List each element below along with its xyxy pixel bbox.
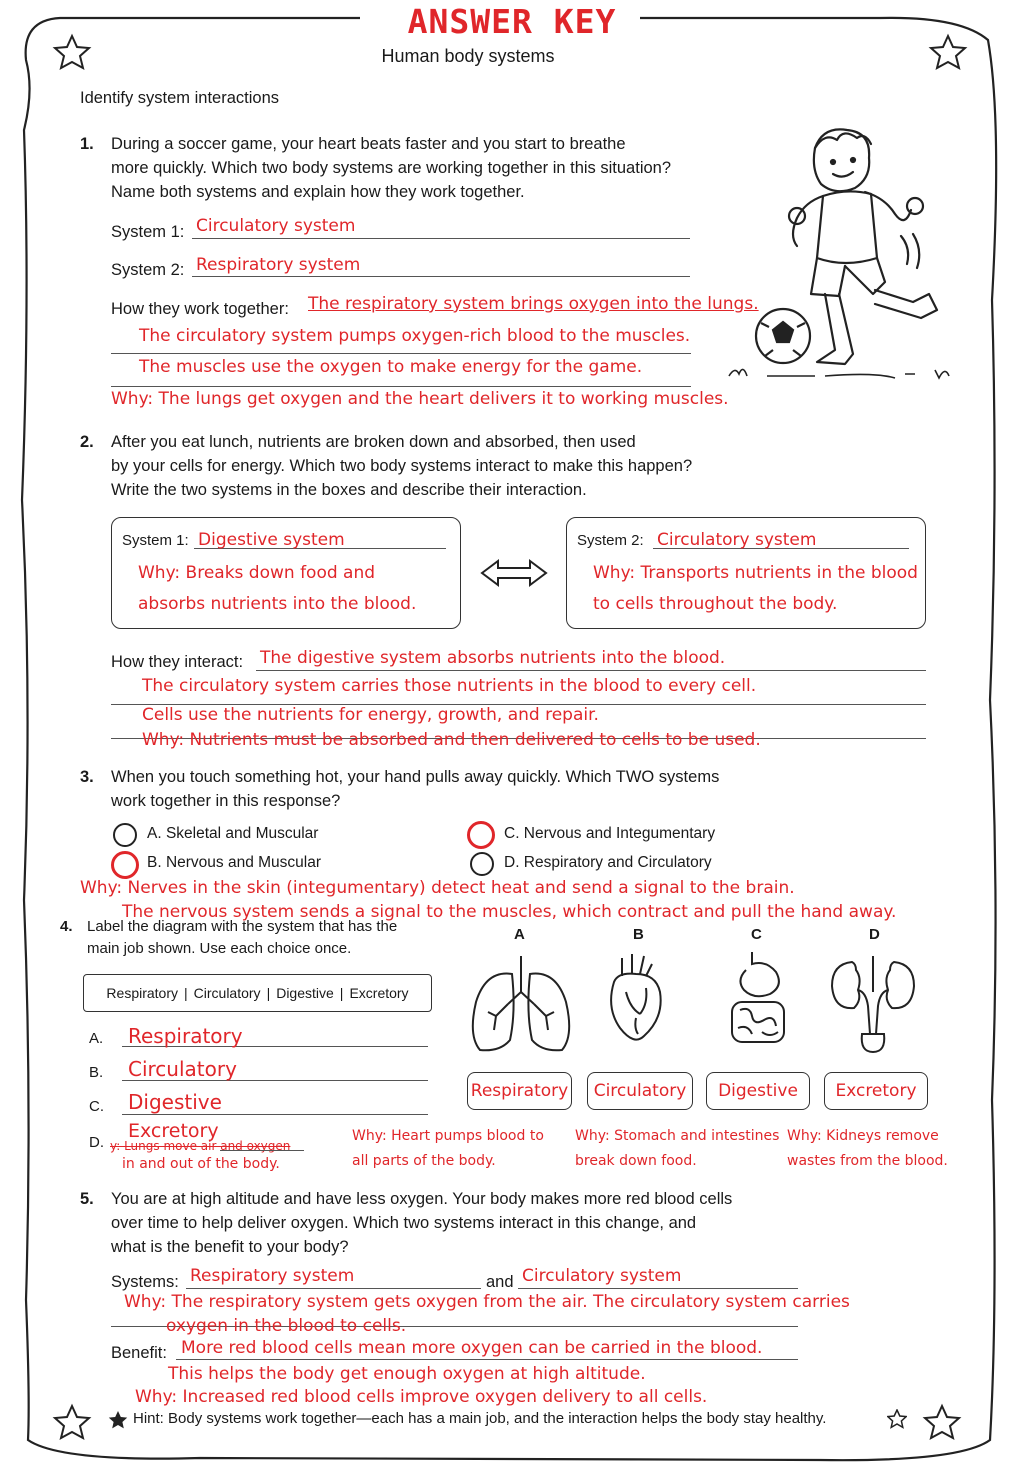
soccer-player-illustration [725,118,965,383]
lungs-icon [466,952,576,1056]
q1-line-3: Name both systems and explain how they work together. [111,183,525,201]
q4-word-bank: Respiratory | Circulatory | Digestive | Excretory [83,974,432,1012]
q3-option-a-radio[interactable] [113,823,137,847]
hint-text: Hint: Body systems work together—each has a main job, and the interaction helps the body stay healthy. [133,1410,827,1427]
q4-answer-b: Circulatory [128,1057,237,1081]
q5-number: 5. [80,1190,94,1208]
q1-how-line-1: The respiratory system brings oxygen into the lungs. [308,294,759,314]
q2-box2-why-1: Why: Transports nutrients in the blood [593,563,918,583]
diagram-letter-b: B [633,926,644,943]
q1-sys1-label: System 1: [111,223,185,241]
q4-d-why-2: in and out of the body. [122,1156,280,1172]
q2-box2-answer: Circulatory system [657,530,817,550]
q2-box1-why-2: absorbs nutrients into the blood. [138,594,417,614]
q2-line-1: After you eat lunch, nutrients are broken down and absorbed, then used [111,433,636,451]
q4-line-d [220,1150,304,1151]
diagram-letter-c: C [751,926,762,943]
q3-option-d-radio[interactable] [470,852,494,876]
q3-option-c-radio[interactable] [467,821,495,849]
q2-system2-box [566,517,926,629]
page-subtitle: Human body systems [381,46,555,66]
q3-option-d: D. Respiratory and Circulatory [504,854,712,871]
q2-line-3: Write the two systems in the boxes and describe their interaction. [111,481,587,499]
diagram-label-a: Respiratory [467,1072,572,1110]
q4-answer-a: Respiratory [128,1024,243,1048]
q1-sys1-answer: Circulatory system [196,216,356,236]
q2-how-line-2: The circulatory system carries those nutrients in the blood to every cell. [142,676,757,696]
diagram-letter-a: A [514,926,525,943]
q2-box1-answer: Digestive system [198,530,345,550]
filled-star-icon [108,1410,128,1430]
q4-letter-d: D. [89,1134,104,1151]
q4-letter-a: A. [89,1030,104,1047]
diagram-why-b-2: all parts of the body. [352,1153,496,1169]
q3-option-b-radio[interactable] [111,851,139,879]
q2-system1-box [111,517,461,629]
q1-sys2-label: System 2: [111,261,185,279]
q3-why-2: The nervous system sends a signal to the muscles, which contract and pull the hand away. [122,902,897,922]
q1-rule-2 [111,386,691,387]
q5-sys2-line [518,1288,798,1289]
q5-sys1-line [186,1288,481,1289]
q4-answer-d: Excretory [128,1120,219,1142]
diagram-why-c-1: Why: Stomach and intestines [575,1128,780,1144]
q1-sys2-answer: Respiratory system [196,255,361,275]
q1-line-2: more quickly. Which two body systems are working together in this situation? [111,159,672,177]
q5-benefit-1: More red blood cells mean more oxygen can be carried in the blood. [181,1338,763,1358]
q2-box2-label: System 2: [577,532,644,549]
q5-line-2: over time to help deliver oxygen. Which two systems interact in this change, and [111,1214,697,1232]
q5-sys2-answer: Circulatory system [522,1266,682,1286]
q5-benefit-3: Why: Increased red blood cells improve oxygen delivery to all cells. [135,1387,708,1407]
diagram-letter-d: D [869,926,880,943]
word-bank-item: Circulatory [193,985,261,1001]
q5-systems-label: Systems: [111,1273,179,1291]
q3-option-a: A. Skeletal and Muscular [147,825,319,842]
q3-why-1: Why: Nerves in the skin (integumentary) detect heat and send a signal to the brain. [80,878,795,898]
q1-rule-1 [111,353,691,354]
q3-option-b: B. Nervous and Muscular [147,854,322,871]
q4-answer-c: Digestive [128,1090,222,1114]
q2-how-label: How they interact: [111,653,244,671]
q4-letter-b: B. [89,1064,104,1081]
q2-number: 2. [80,433,94,451]
q3-line-1: When you touch something hot, your hand pulls away quickly. Which TWO systems [111,768,720,786]
diagram-why-c-2: break down food. [575,1153,697,1169]
q1-how-label: How they work together: [111,300,289,318]
q1-how-line-2: The circulatory system pumps oxygen-rich blood to the muscles. [139,326,691,346]
q5-benefit-2: This helps the body get enough oxygen at high altitude. [168,1364,646,1384]
kidneys-icon [826,952,920,1056]
word-bank-item: Respiratory [106,985,179,1001]
q4-line-2: main job shown. Use each choice once. [87,940,352,957]
double-arrow-icon [478,558,550,588]
q4-number: 4. [60,918,73,935]
q2-box1-label: System 1: [122,532,189,549]
q5-sys1-answer: Respiratory system [190,1266,355,1286]
q5-why-1: Why: The respiratory system gets oxygen from the air. The circulatory system carries [124,1292,850,1312]
section-title: Identify system interactions [80,89,279,107]
q2-rule-0 [256,670,926,671]
diagram-label-c: Digestive [706,1072,810,1110]
q2-how-line-4: Why: Nutrients must be absorbed and then delivered to cells to be used. [142,730,761,750]
q4-line-c [122,1114,428,1115]
q2-how-line-1: The digestive system absorbs nutrients into the blood. [260,648,726,668]
diagram-why-b-1: Why: Heart pumps blood to [352,1128,544,1144]
q5-benefit-label: Benefit: [111,1344,167,1362]
q3-number: 3. [80,768,94,786]
q2-box1-why-1: Why: Breaks down food and [138,563,376,583]
q2-how-line-3: Cells use the nutrients for energy, growth, and repair. [142,705,599,725]
q5-and-label: and [486,1273,514,1291]
q5-why-2: oxygen in the blood to cells. [166,1316,407,1336]
q4-d-why-1: y: Lungs move air and oxygen [110,1139,291,1153]
q5-line-3: what is the benefit to your body? [111,1238,349,1256]
stomach-intestines-icon [722,950,792,1050]
q1-sys2-line [192,276,690,277]
q1-line-1: During a soccer game, your heart beats faster and you start to breathe [111,135,626,153]
q3-option-c: C. Nervous and Integumentary [504,825,716,842]
q3-line-2: work together in this response? [111,792,341,810]
page-title: ANSWER KEY [407,2,617,41]
q2-line-2: by your cells for energy. Which two body systems interact to make this happen? [111,457,693,475]
soccer-ball-icon [756,309,810,363]
q1-how-line-3: The muscles use the oxygen to make energy for the game. [139,357,643,377]
heart-icon [600,948,670,1046]
q1-sys1-line [192,238,690,239]
word-bank-item: Digestive [276,985,334,1001]
q4-letter-c: C. [89,1098,104,1115]
q1-number: 1. [80,135,94,153]
outline-star-icon [887,1409,907,1429]
q4-line-1: Label the diagram with the system that has the [87,918,398,935]
word-bank-item: Excretory [349,985,409,1001]
diagram-why-d-2: wastes from the blood. [787,1153,948,1169]
q5-benefit-line [176,1359,798,1360]
diagram-label-b: Circulatory [587,1072,693,1110]
diagram-why-d-1: Why: Kidneys remove [787,1128,939,1144]
diagram-label-d: Excretory [824,1072,928,1110]
q2-box2-why-2: to cells throughout the body. [593,594,838,614]
q1-how-line-4: Why: The lungs get oxygen and the heart delivers it to working muscles. [111,389,729,409]
q5-line-1: You are at high altitude and have less oxygen. Your body makes more red blood cells [111,1190,733,1208]
